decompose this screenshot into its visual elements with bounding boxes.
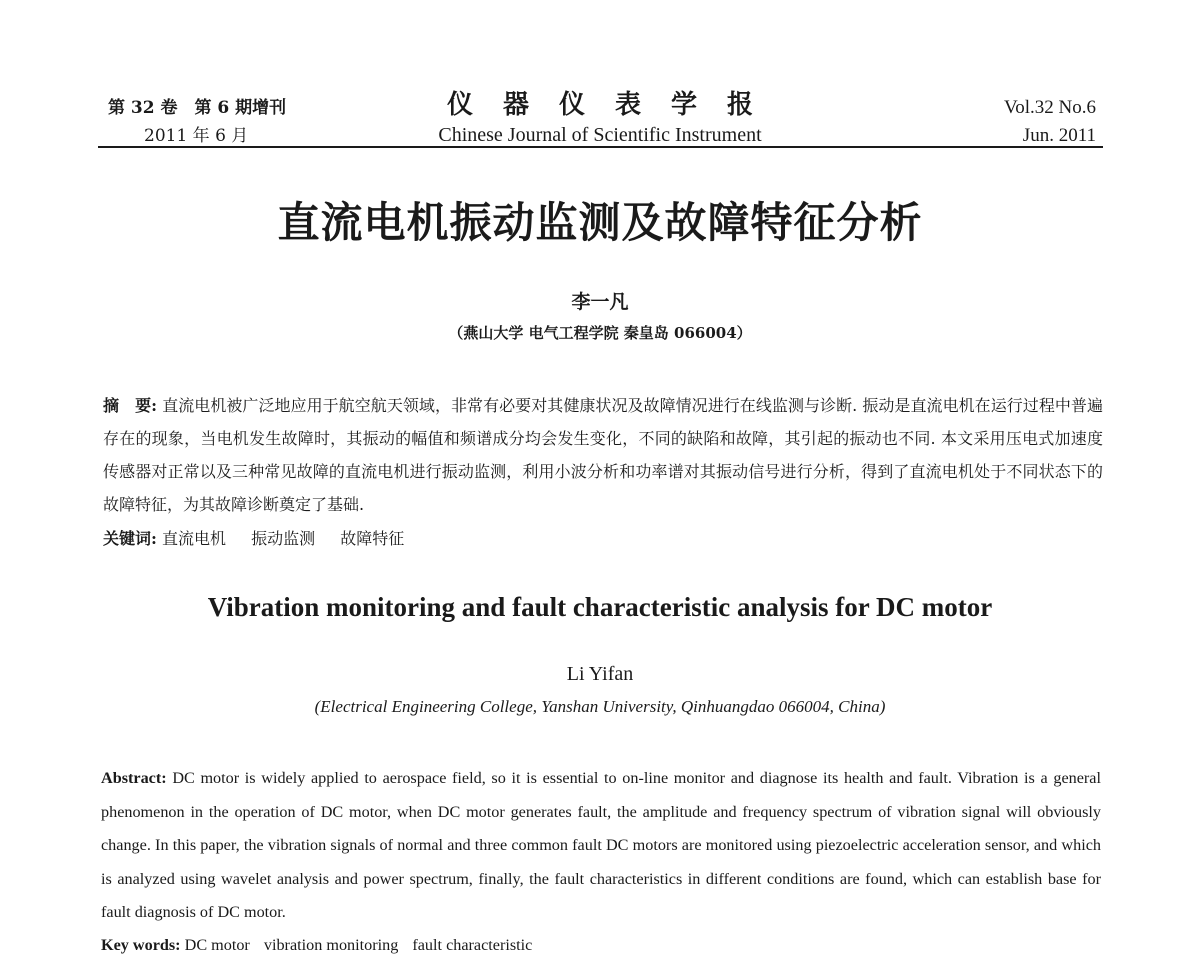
paper-title-cn: 直流电机振动监测及故障特征分析 — [277, 198, 923, 247]
author-en: Li Yifan — [566, 663, 634, 685]
keyword-cn: 直流电机 — [162, 529, 227, 548]
keyword-en: vibration monitoring — [263, 936, 399, 954]
paper-title-en: Vibration monitoring and fault characteristic analysis for DC motor — [207, 592, 993, 622]
date-cn: 2011 年 6 月 — [144, 126, 249, 146]
abstract-cn-text: 直流电机被广泛地应用于航空航天领域，非常有必要对其健康状况及故障情况进行在线监测与诊断. 振动是直流电机在运行过程中普遍存在的现象，当电机发生故障时，其振动的幅值和频谱成分均会发生变化，不同的缺陷和故障，其引起的振动也不同. 本文采用压电式加速度传感器对正常以及三种常见故障的直流电机进行振动监测，利用小波分析和功率谱对其振动信号进行分析，得到了直流电机处于不同状态下的故障特征，为其故障诊断奠定了基础. — [103, 396, 1103, 514]
journal-name-en: Chinese Journal of Scientific Instrument — [438, 124, 762, 146]
keywords-en-label: Key words: — [101, 936, 181, 954]
keywords-cn-label: 关键词: — [103, 529, 157, 548]
keywords-en — [101, 930, 542, 960]
header-right — [1004, 94, 1096, 150]
date-en: Jun. 2011 — [1022, 125, 1096, 146]
issue-cn: 第 32 卷 第 6 期增刊 — [108, 98, 287, 118]
affiliation-en: (Electrical Engineering College, Yanshan University, Qinhuangdao 066004, China) — [314, 697, 886, 716]
author-cn: 李一凡 — [571, 291, 629, 313]
abstract-en-label: Abstract: — [101, 769, 167, 787]
journal-name-cn: 仪器仪表学报 — [446, 90, 783, 120]
abstract-cn — [103, 389, 1103, 521]
keyword-cn: 故障特征 — [340, 529, 405, 548]
volume-en: Vol.32 No.6 — [1003, 97, 1096, 118]
keywords-cn — [103, 524, 424, 554]
keyword-en: fault characteristic — [412, 936, 533, 954]
abstract-en — [101, 762, 1101, 930]
affiliation-cn: （燕山大学 电气工程学院 秦皇岛 066004） — [448, 324, 752, 342]
header-rule — [98, 146, 1103, 148]
abstract-cn-label: 摘 要: — [103, 396, 158, 415]
keyword-cn: 振动监测 — [251, 529, 316, 548]
keyword-en: DC motor — [184, 936, 250, 954]
abstract-en-text: DC motor is widely applied to aerospace field, so it is essential to on-line monitor and diagnose its health and fault. Vibration is a general phenomenon in the operation of DC motor, when DC motor generates fault, the amplitude and frequency spectrum of vibration signal will obviously change. In this paper, the vibration signals of normal and three common fault DC motors are monitored using piezoelectric acceleration sensor, and which is analyzed using wavelet analysis and power spectrum, finally, the fault characteristics in different conditions are found, which can establish base for fault diagnosis of DC motor. — [101, 769, 1101, 921]
